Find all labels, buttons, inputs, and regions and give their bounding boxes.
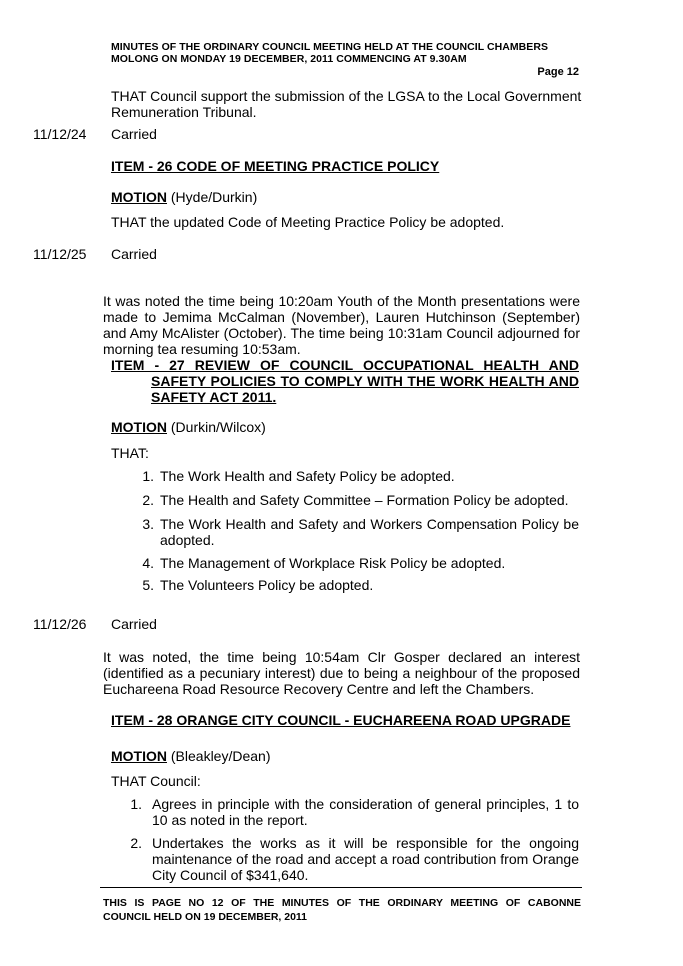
item-26-motion [111,189,257,205]
resolution-status: Carried [111,616,157,632]
item-28-that: THAT Council: [111,773,201,789]
note-2-line1: It was noted, the time being 10:54am Clr Gosper declared an interest [103,649,580,665]
header-title-line1: MINUTES OF THE ORDINARY COUNCIL MEETING HELD AT THE COUNCIL CHAMBERS [111,41,549,53]
item-27-heading-line1: ITEM - 27 REVIEW OF COUNCIL OCCUPATIONAL HEALTH AND [111,357,579,373]
motion-label: MOTION [111,189,167,205]
list-item: The Management of Workplace Risk Policy be adopted. [160,555,506,571]
list-item: The Volunteers Policy be adopted. [160,577,374,593]
page-number: Page 12 [537,66,579,78]
list-item-continuation: maintenance of the road and accept a road contribution from Orange [152,851,579,867]
note-1-line3: and Amy McAlister (October). The time being 10:31am Council adjourned for [103,325,580,341]
list-item: The Health and Safety Committee – Formation Policy be adopted. [160,492,569,508]
intro-line2: Remuneration Tribunal. [111,104,257,120]
list-item-number: 1. [142,468,154,484]
motion-label: MOTION [111,419,167,435]
list-item-continuation: adopted. [160,532,215,548]
note-1-line1: It was noted the time being 10:20am Youth of the Month presentations were [103,293,580,309]
note-2-line2: (identified as a pecuniary interest) due to being a neighbour of the proposed [103,665,580,681]
list-item-number: 4. [142,555,154,571]
item-26-heading: ITEM - 26 CODE OF MEETING PRACTICE POLICY [111,158,440,174]
list-item-number: 1. [130,796,142,812]
list-item-number: 5. [142,577,154,593]
note-2-line3: Euchareena Road Resource Recovery Centre and left the Chambers. [103,681,535,697]
resolution-status: Carried [111,246,157,262]
motion-movers: (Hyde/Durkin) [167,189,258,205]
resolution-number: 11/12/25 [33,246,87,262]
item-27-heading-line2: SAFETY POLICIES TO COMPLY WITH THE WORK HEALTH AND [151,373,579,389]
header-title-line2: MOLONG ON MONDAY 19 DECEMBER, 2011 COMMENCING AT 9.30AM [111,53,467,65]
motion-label: MOTION [111,748,167,764]
item-26-resolution: THAT the updated Code of Meeting Practice Policy be adopted. [111,214,505,230]
resolution-number: 11/12/26 [33,616,87,632]
resolution-status: Carried [111,126,157,142]
footer-line2: COUNCIL HELD ON 19 DECEMBER, 2011 [103,911,308,923]
item-27-that: THAT: [111,445,149,461]
motion-movers: (Bleakley/Dean) [167,748,271,764]
item-28-heading: ITEM - 28 ORANGE CITY COUNCIL - EUCHAREENA ROAD UPGRADE [111,712,571,728]
list-item: Undertakes the works as it will be responsible for the ongoing [152,835,579,851]
list-item: Agrees in principle with the consideration of general principles, 1 to [152,796,579,812]
list-item: The Work Health and Safety Policy be adopted. [160,468,455,484]
resolution-number: 11/12/24 [33,126,87,142]
item-28-motion [111,748,271,764]
list-item: The Work Health and Safety and Workers Compensation Policy be [160,516,579,532]
note-1-line4: morning tea resuming 10:53am. [103,341,301,357]
list-item-number: 3. [142,516,154,532]
list-item-number: 2. [130,835,142,851]
item-27-motion [111,419,266,435]
intro-line1: THAT Council support the submission of the LGSA to the Local Government [111,88,582,104]
list-item-continuation: 10 as noted in the report. [152,812,308,828]
note-1-line2: made to Jemima McCalman (November), Lauren Hutchinson (September) [103,309,580,325]
list-item-continuation: City Council of $341,640. [152,867,309,883]
list-item-number: 2. [142,492,154,508]
motion-movers: (Durkin/Wilcox) [167,419,266,435]
footer-divider [100,887,582,888]
footer-line1: THIS IS PAGE NO 12 OF THE MINUTES OF THE ORDINARY MEETING OF CABONNE [103,897,581,909]
item-27-heading-line3: SAFETY ACT 2011. [151,389,277,405]
